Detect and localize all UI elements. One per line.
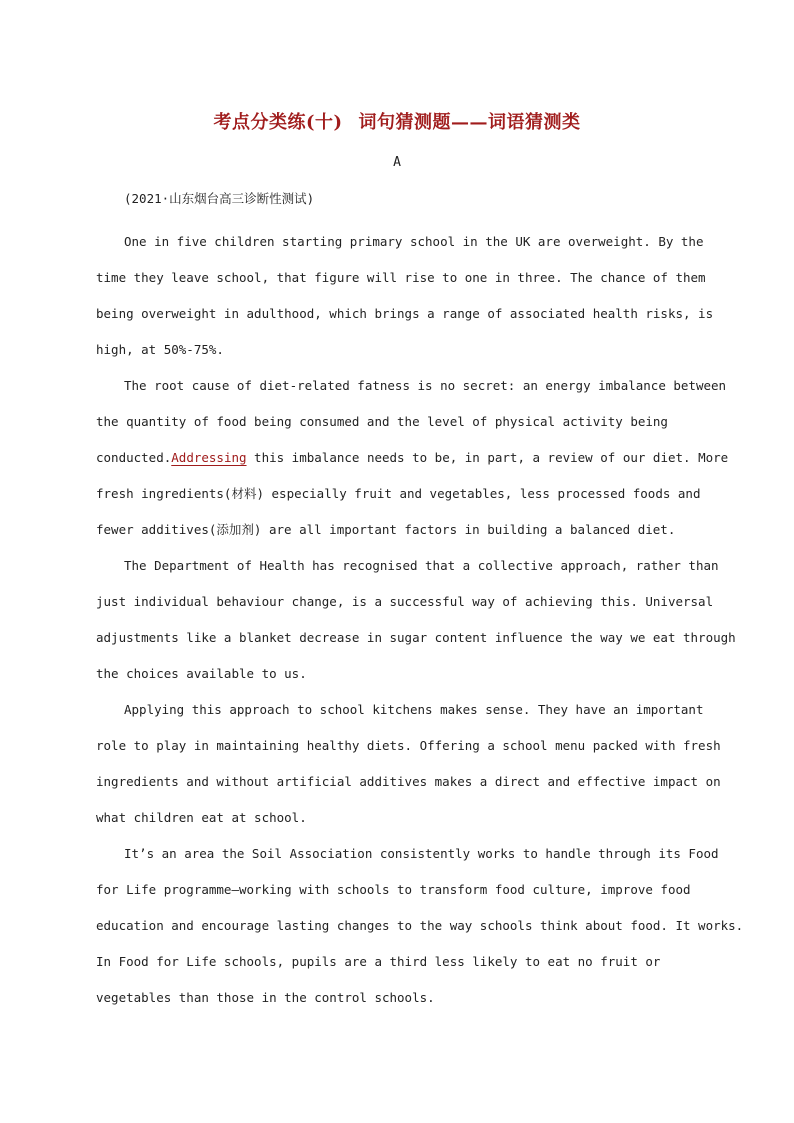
- passage-line: for Life programme—working with schools to transform food culture, improve food: [96, 882, 691, 897]
- passage-line: what children eat at school.: [96, 810, 307, 825]
- passage-line: It’s an area the Soil Association consistently works to handle through its Food: [124, 846, 719, 861]
- passage-line: the quantity of food being consumed and the level of physical activity being: [96, 414, 668, 429]
- passage-line: being overweight in adulthood, which brings a range of associated health risks, is: [96, 306, 714, 321]
- line-before-target: conducted.: [96, 450, 172, 465]
- passage-line: The root cause of diet-related fatness is no secret: an energy imbalance between: [124, 378, 727, 393]
- title-sub: 词句猜测题——词语猜测类: [358, 112, 581, 133]
- passage-line: In Food for Life schools, pupils are a third less likely to eat no fruit or: [96, 954, 661, 969]
- passage-line: fewer additives(添加剂) are all important factors in building a balanced diet.: [96, 522, 676, 537]
- passage-line: One in five children starting primary school in the UK are overweight. By the: [124, 234, 704, 249]
- line-after-target: this imbalance needs to be, in part, a review of our diet. More: [246, 450, 729, 465]
- passage-line: time they leave school, that figure will rise to one in three. The chance of them: [96, 270, 706, 285]
- page-title: [0, 108, 794, 134]
- source-citation: (2021·山东烟台高三诊断性测试): [124, 191, 315, 206]
- passage-line: just individual behaviour change, is a successful way of achieving this. Universal: [96, 594, 714, 609]
- passage-line: The Department of Health has recognised that a collective approach, rather than: [124, 558, 719, 573]
- passage-body: [96, 224, 744, 1016]
- passage-line: adjustments like a blanket decrease in sugar content influence the way we eat through: [96, 630, 736, 645]
- passage-line-with-target-word: [96, 440, 729, 476]
- title-main: 考点分类练(十): [213, 112, 343, 133]
- section-label: A: [393, 155, 401, 170]
- target-word-addressing: Addressing: [171, 450, 247, 465]
- passage-line: ingredients and without artificial additives makes a direct and effective impact on: [96, 774, 721, 789]
- passage-line: high, at 50%-75%.: [96, 342, 224, 357]
- passage-line: fresh ingredients(材料) especially fruit and vegetables, less processed foods and: [96, 486, 701, 501]
- passage-line: role to play in maintaining healthy diets. Offering a school menu packed with fresh: [96, 738, 721, 753]
- passage-line: the choices available to us.: [96, 666, 307, 681]
- passage-line: Applying this approach to school kitchens makes sense. They have an important: [124, 702, 704, 717]
- passage-line: vegetables than those in the control schools.: [96, 990, 435, 1005]
- passage-line: education and encourage lasting changes to the way schools think about food. It works.: [96, 918, 744, 933]
